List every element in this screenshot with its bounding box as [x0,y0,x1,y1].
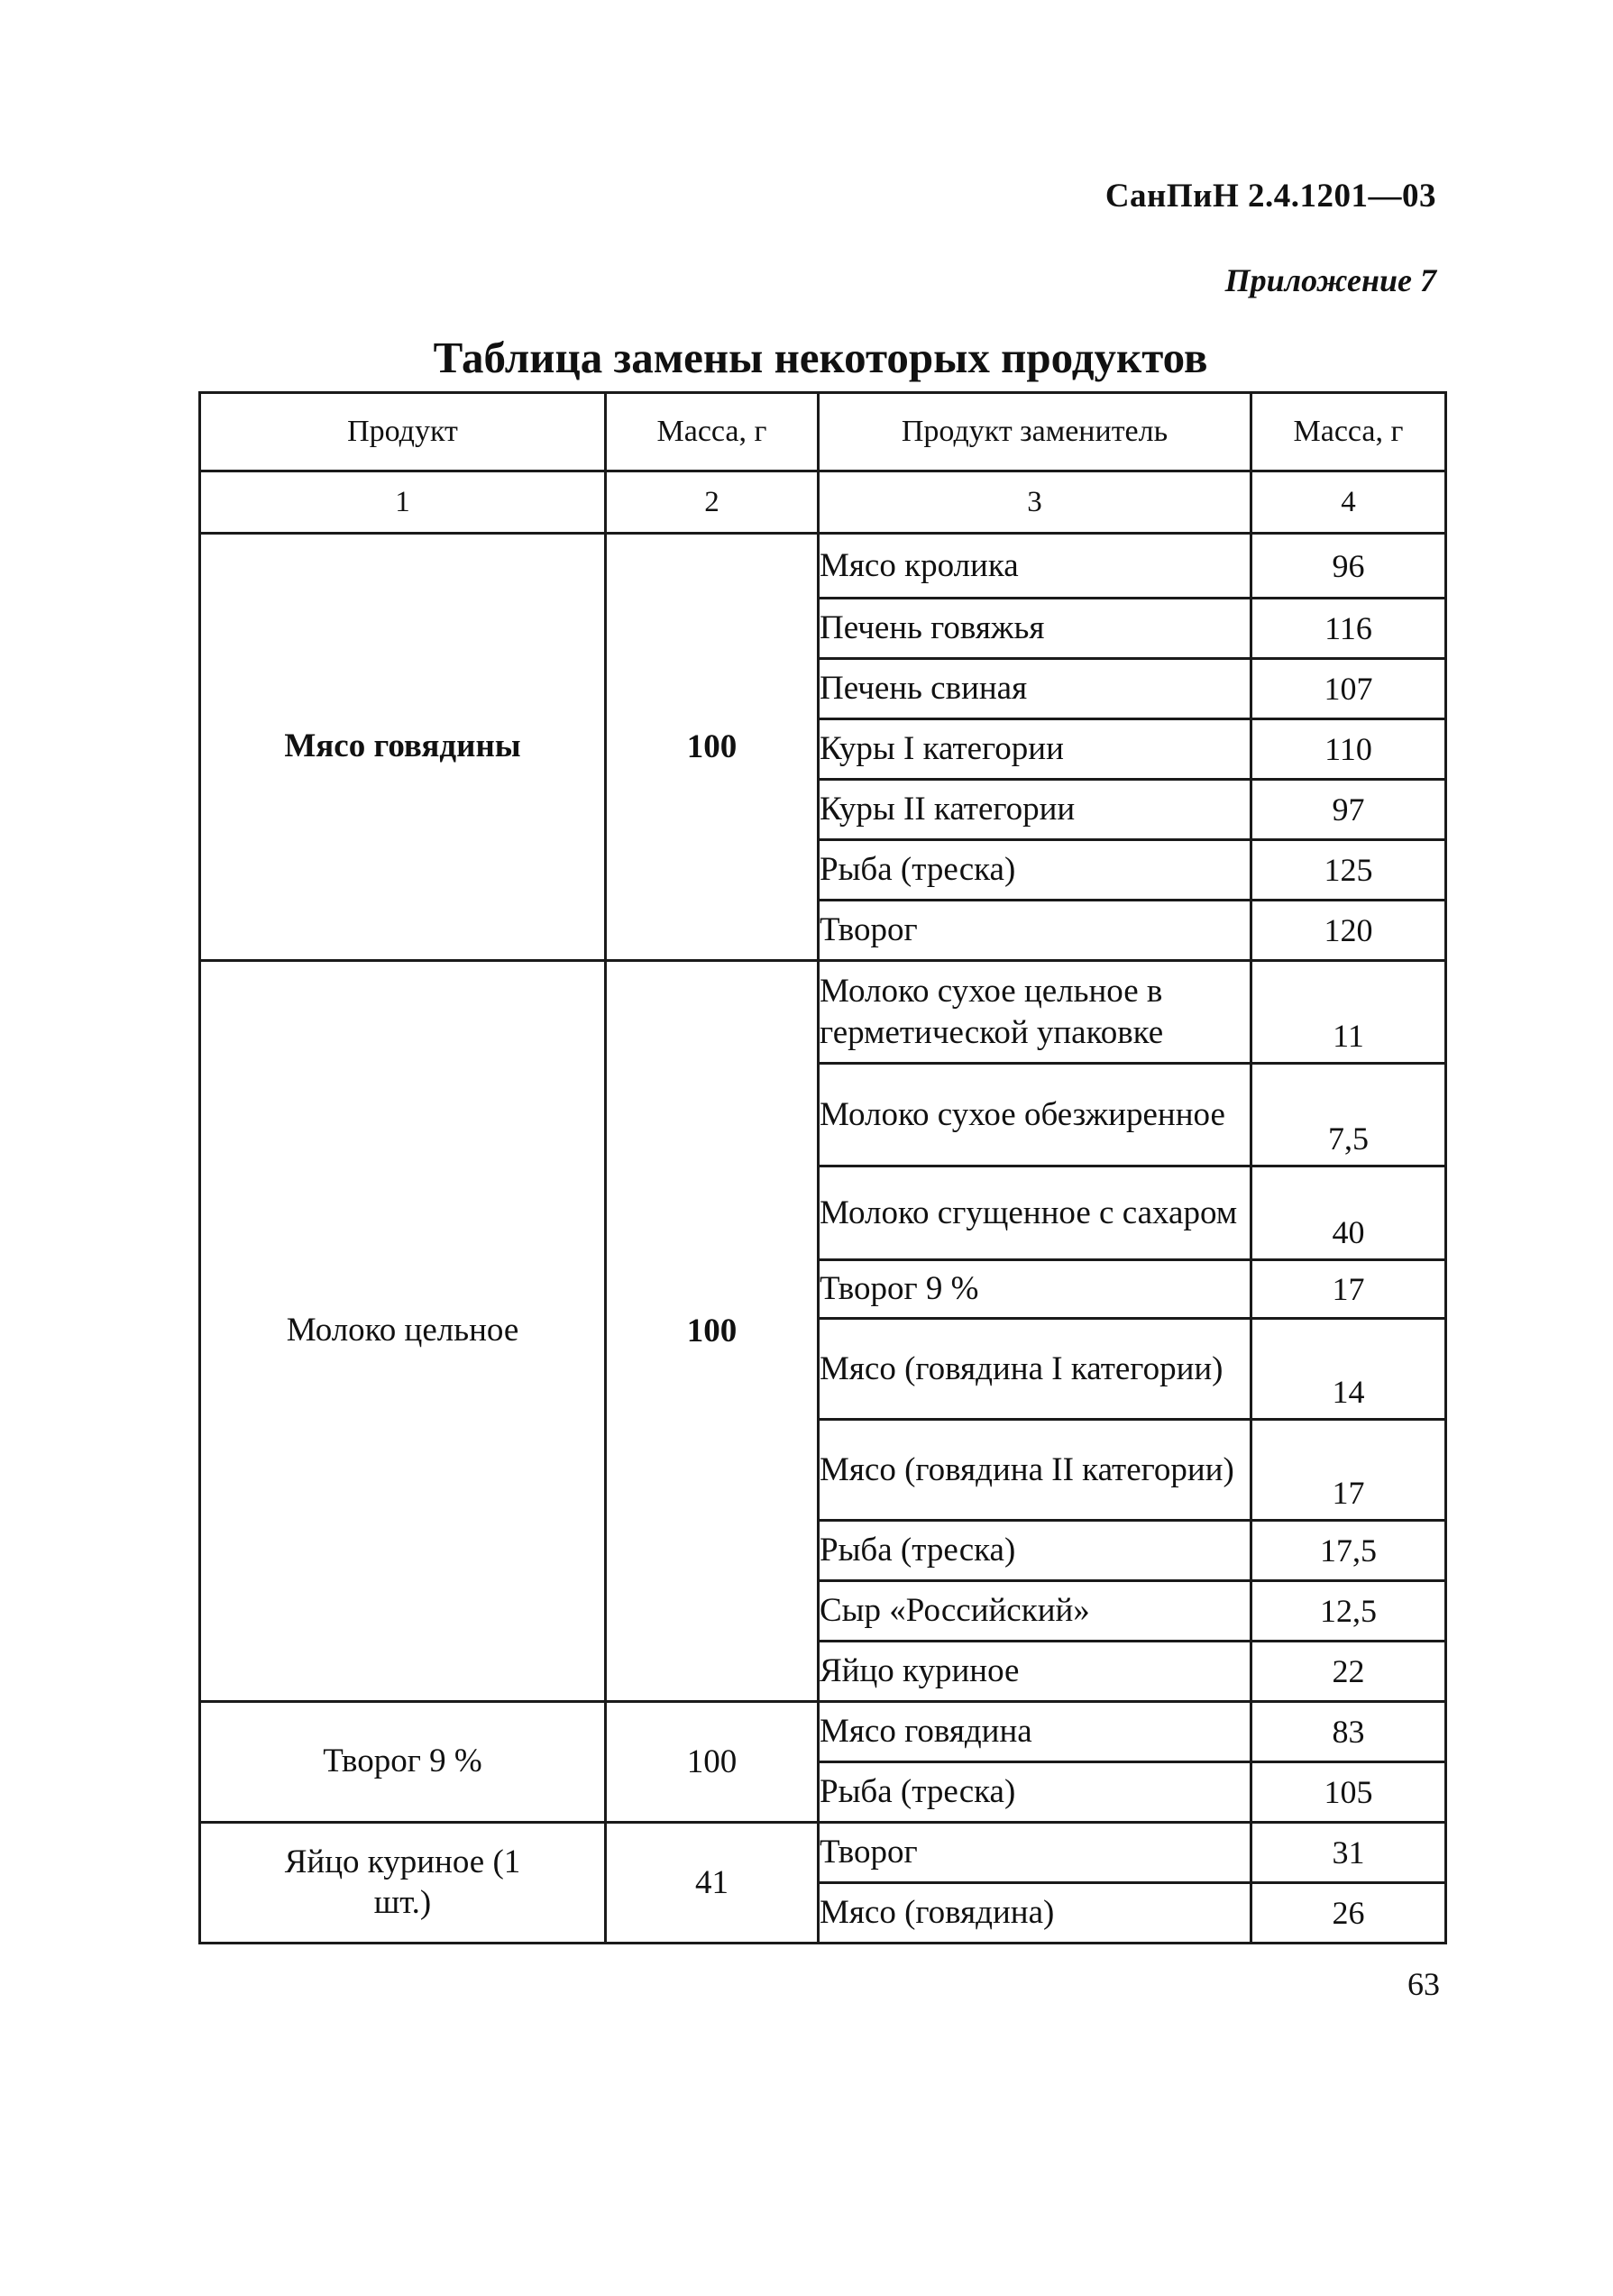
column-header-substitute: Продукт заменитель [819,393,1251,471]
document-code: СанПиН 2.4.1201—03 [1104,178,1436,215]
substitute-name: Молоко сухое цельное в герметической упаковке [819,961,1251,1064]
substitute-name: Мясо (говядина II категории) [819,1420,1251,1521]
product-cell: Творог 9 % [200,1702,606,1823]
substitute-name: Рыба (треска) [819,840,1251,901]
substitute-name: Куры II категории [819,780,1251,840]
page-number: 63 [1407,1966,1440,2002]
substitute-mass: 17,5 [1251,1521,1446,1581]
substitute-mass: 7,5 [1251,1064,1446,1166]
product-mass-cell: 100 [606,1702,819,1823]
substitute-name: Куры I категории [819,719,1251,780]
substitute-name: Молоко сгущенное с сахаром [819,1166,1251,1260]
table-row [200,1823,1446,1883]
substitute-name: Рыба (треска) [819,1762,1251,1823]
substitute-name: Сыр «Российский» [819,1581,1251,1642]
substitute-mass: 97 [1251,780,1446,840]
substitute-name: Мясо говядина [819,1702,1251,1762]
substitute-mass: 125 [1251,840,1446,901]
substitute-mass: 17 [1251,1420,1446,1521]
column-number: 2 [606,471,819,534]
substitute-name: Рыба (треска) [819,1521,1251,1581]
column-number-row [200,471,1446,534]
product-cell: Яйцо куриное (1 шт.) [200,1823,606,1944]
substitute-mass: 14 [1251,1319,1446,1420]
table-row [200,961,1446,1064]
substitute-name: Творог 9 % [819,1260,1251,1319]
substitute-mass: 12,5 [1251,1581,1446,1642]
table-title: Таблица замены некоторых продуктов [433,333,1208,382]
substitute-mass: 105 [1251,1762,1446,1823]
substitute-mass: 116 [1251,599,1446,659]
substitute-name: Мясо кролика [819,534,1251,599]
product-mass-cell: 41 [606,1823,819,1944]
substitute-mass: 40 [1251,1166,1446,1260]
product-cell: Молоко цельное [200,961,606,1702]
substitute-name: Печень свиная [819,659,1251,719]
substitute-mass: 96 [1251,534,1446,599]
substitute-name: Мясо (говядина) [819,1883,1251,1944]
substitute-mass: 83 [1251,1702,1446,1762]
table-row [200,1702,1446,1762]
product-mass-cell: 100 [606,534,819,961]
substitute-mass: 120 [1251,901,1446,961]
product-cell: Мясо говядины [200,534,606,961]
substitute-name: Мясо (говядина I категории) [819,1319,1251,1420]
substitute-name: Молоко сухое обезжиренное [819,1064,1251,1166]
substitute-name: Яйцо куриное [819,1642,1251,1702]
appendix-label: Приложение 7 [1224,262,1436,298]
substitute-mass: 11 [1251,961,1446,1064]
table-header-row [200,393,1446,471]
column-header-product: Продукт [200,393,606,471]
column-number: 4 [1251,471,1446,534]
substitute-mass: 26 [1251,1883,1446,1944]
substitute-mass: 22 [1251,1642,1446,1702]
substitute-mass: 17 [1251,1260,1446,1319]
product-mass-cell: 100 [606,961,819,1702]
column-number: 1 [200,471,606,534]
substitute-mass: 31 [1251,1823,1446,1883]
substitute-name: Печень говяжья [819,599,1251,659]
substitute-mass: 107 [1251,659,1446,719]
substitute-mass: 110 [1251,719,1446,780]
substitute-name: Творог [819,1823,1251,1883]
substitution-table [198,391,1447,1944]
column-header-mass: Масса, г [606,393,819,471]
column-header-substitute-mass: Масса, г [1251,393,1446,471]
table-row [200,534,1446,599]
substitute-name: Творог [819,901,1251,961]
column-number: 3 [819,471,1251,534]
